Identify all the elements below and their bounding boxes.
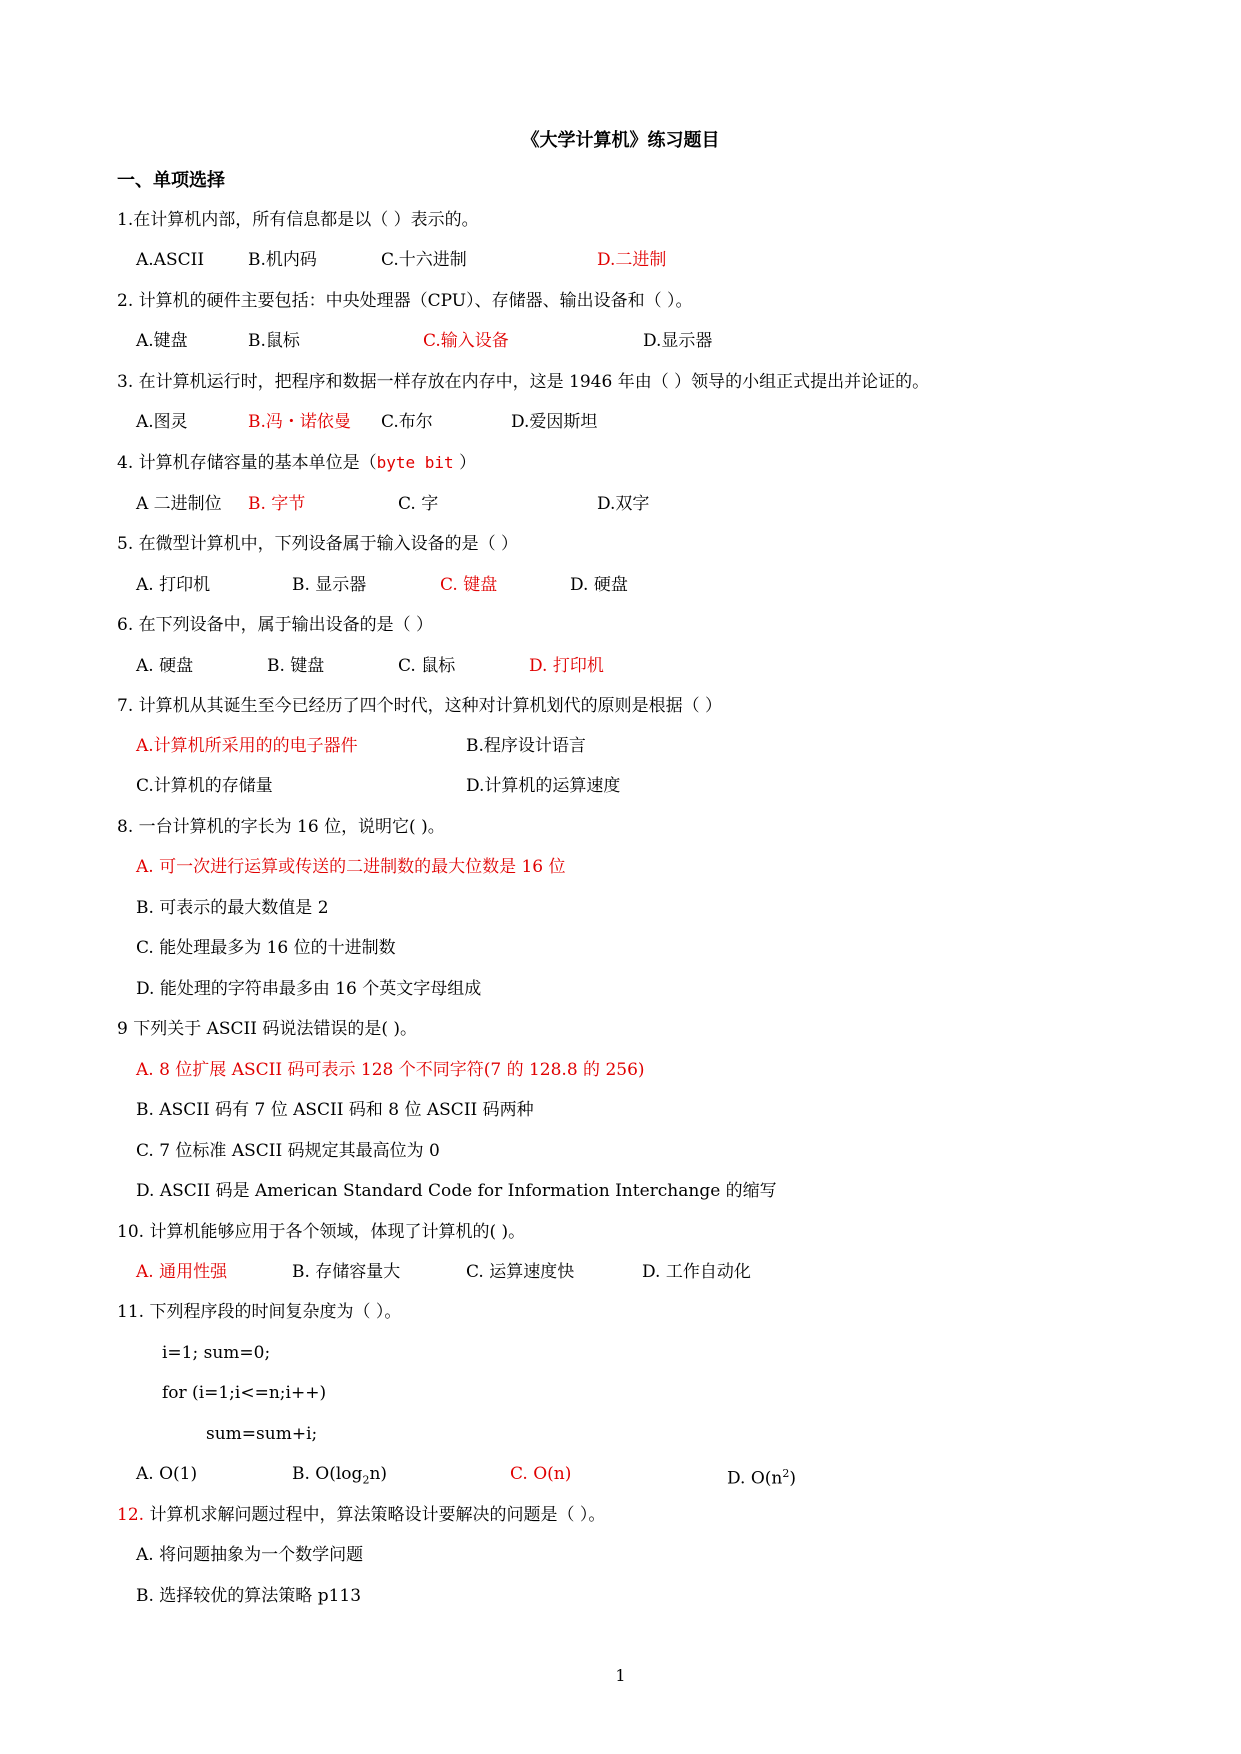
q8-option-d: D. 能处理的字符串最多由 16 个英文字母组成 bbox=[136, 979, 482, 999]
q10-option-a-answer: A. 通用性强 bbox=[136, 1262, 228, 1282]
q4-stem-text: 4. 计算机存储容量的基本单位是（ bbox=[117, 453, 377, 473]
q11-option-d bbox=[727, 1462, 796, 1491]
q4-stem-close: ） bbox=[453, 453, 477, 473]
q12-stem-text: 计算机求解问题过程中，算法策略设计要解决的问题是（ ）。 bbox=[144, 1505, 606, 1525]
q10-option-d: D. 工作自动化 bbox=[642, 1262, 751, 1282]
q1-option-a: A.ASCII bbox=[136, 250, 205, 270]
q6-option-a: A. 硬盘 bbox=[136, 656, 194, 676]
question-4-stem bbox=[117, 451, 476, 475]
q5-option-d: D. 硬盘 bbox=[570, 575, 628, 595]
q12-number: 12. bbox=[117, 1505, 145, 1525]
q6-option-c: C. 鼠标 bbox=[398, 656, 456, 676]
document-title: 《大学计算机》练习题目 bbox=[521, 130, 720, 151]
q11-option-b-tail: n) bbox=[369, 1464, 388, 1484]
q11-option-d-tail: ) bbox=[789, 1468, 796, 1489]
q11-option-b-text: B. O(log bbox=[292, 1464, 363, 1484]
question-1-stem: 1.在计算机内部，所有信息都是以（ ）表示的。 bbox=[117, 210, 479, 230]
q8-option-a-answer: A. 可一次进行运算或传送的二进制数的最大位数是 16 位 bbox=[136, 857, 566, 877]
q7-option-a-answer: A.计算机所采用的的电子器件 bbox=[136, 736, 358, 756]
q2-option-c-answer: C.输入设备 bbox=[423, 331, 509, 351]
question-6-stem: 6. 在下列设备中，属于输出设备的是（ ） bbox=[117, 615, 434, 635]
q5-option-b: B. 显示器 bbox=[292, 575, 367, 595]
q12-option-a: A. 将问题抽象为一个数学问题 bbox=[136, 1545, 364, 1565]
q11-option-a: A. O(1) bbox=[136, 1464, 198, 1484]
q5-option-a: A. 打印机 bbox=[136, 575, 211, 595]
question-9-stem: 9 下列关于 ASCII 码说法错误的是( )。 bbox=[117, 1019, 418, 1039]
q9-option-b: B. ASCII 码有 7 位 ASCII 码和 8 位 ASCII 码两种 bbox=[136, 1100, 534, 1120]
q2-option-d: D.显示器 bbox=[643, 331, 713, 351]
q11-option-d-superscript: 2 bbox=[782, 1467, 790, 1480]
q10-option-b: B. 存储容量大 bbox=[292, 1262, 401, 1282]
q7-option-c: C.计算机的存储量 bbox=[136, 776, 273, 796]
q11-code-line-3: sum=sum+i; bbox=[206, 1424, 318, 1444]
question-7-stem: 7. 计算机从其诞生至今已经历了四个时代，这种对计算机划代的原则是根据（ ） bbox=[117, 696, 723, 716]
q1-option-c: C.十六进制 bbox=[381, 250, 467, 270]
q12-option-b: B. 选择较优的算法策略 p113 bbox=[136, 1586, 362, 1606]
question-5-stem: 5. 在微型计算机中，下列设备属于输入设备的是（ ） bbox=[117, 534, 519, 554]
question-11-stem: 11. 下列程序段的时间复杂度为（ ）。 bbox=[117, 1302, 402, 1322]
question-10-stem: 10. 计算机能够应用于各个领域，体现了计算机的( )。 bbox=[117, 1222, 526, 1242]
q6-option-d-answer: D. 打印机 bbox=[529, 656, 604, 676]
q2-option-b: B.鼠标 bbox=[248, 331, 300, 351]
q11-code-line-2: for (i=1;i<=n;i++) bbox=[162, 1383, 327, 1403]
q11-option-d-text: D. O(n bbox=[727, 1468, 783, 1489]
q4-answer-note: byte bit bbox=[376, 453, 454, 472]
q8-option-c: C. 能处理最多为 16 位的十进制数 bbox=[136, 938, 396, 958]
q9-option-d: D. ASCII 码是 American Standard Code for Information Interchange 的缩写 bbox=[136, 1181, 777, 1201]
section-heading: 一、单项选择 bbox=[117, 170, 225, 191]
question-12-stem bbox=[117, 1503, 605, 1527]
q4-option-d: D.双字 bbox=[597, 494, 650, 514]
q6-option-b: B. 键盘 bbox=[267, 656, 325, 676]
q3-option-a: A.图灵 bbox=[136, 412, 188, 432]
q3-option-b-answer: B.冯・诺依曼 bbox=[248, 412, 351, 432]
q8-option-b: B. 可表示的最大数值是 2 bbox=[136, 898, 329, 918]
q9-option-a-answer: A. 8 位扩展 ASCII 码可表示 128 个不同字符(7 的 128.8 的 256) bbox=[136, 1060, 645, 1080]
q1-option-b: B.机内码 bbox=[248, 250, 317, 270]
q4-option-c: C. 字 bbox=[398, 494, 439, 514]
question-3-stem: 3. 在计算机运行时，把程序和数据一样存放在内存中，这是 1946 年由（ ）领导的小组正式提出并论证的。 bbox=[117, 372, 930, 392]
q7-option-b: B.程序设计语言 bbox=[466, 736, 586, 756]
q4-option-a: A 二进制位 bbox=[136, 494, 222, 514]
q2-option-a: A.键盘 bbox=[136, 331, 188, 351]
q11-option-c-answer: C. O(n) bbox=[510, 1464, 572, 1484]
q10-option-c: C. 运算速度快 bbox=[466, 1262, 575, 1282]
question-2-stem: 2. 计算机的硬件主要包括：中央处理器（CPU）、存储器、输出设备和（ ）。 bbox=[117, 291, 693, 311]
q1-option-d-answer: D.二进制 bbox=[597, 250, 667, 270]
question-8-stem: 8. 一台计算机的字长为 16 位，说明它( )。 bbox=[117, 817, 445, 837]
q4-option-b-answer: B. 字节 bbox=[248, 494, 306, 514]
q11-option-b bbox=[292, 1462, 387, 1492]
q5-option-c-answer: C. 键盘 bbox=[440, 575, 498, 595]
q3-option-d: D.爱因斯坦 bbox=[511, 412, 598, 432]
q3-option-c: C.布尔 bbox=[381, 412, 433, 432]
q11-option-b-subscript: 2 bbox=[362, 1473, 370, 1487]
q9-option-c: C. 7 位标准 ASCII 码规定其最高位为 0 bbox=[136, 1141, 440, 1161]
page-number: 1 bbox=[615, 1666, 626, 1685]
q7-option-d: D.计算机的运算速度 bbox=[466, 776, 621, 796]
q11-code-line-1: i=1; sum=0; bbox=[162, 1343, 271, 1363]
